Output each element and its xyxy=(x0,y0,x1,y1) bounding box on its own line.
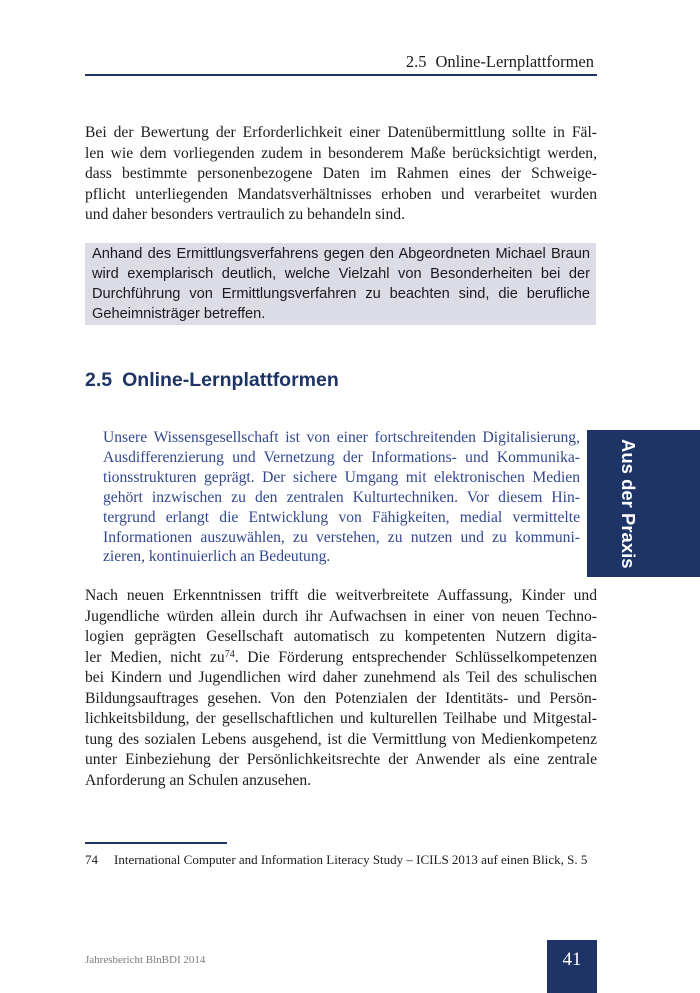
quote-paragraph-line: Unsere Wissensgesellschaft ist von einer fortschreitenden Digitalisierung, xyxy=(103,429,580,446)
body-paragraph-line: lichkeitsbildung, der gesellschaftlichen und kulturellen Teilhabe und Mitgestal- xyxy=(85,710,597,728)
footer-publication-title: Jahresbericht BlnBDI 2014 xyxy=(85,954,206,966)
body-paragraph-line: Jugendliche würden allein durch ihr Aufwachsen in einer von neuen Techno- xyxy=(85,607,597,625)
intro-paragraph-line: Bei der Bewertung der Erforderlichkeit einer Datenübermittlung sollte in Fäl- xyxy=(85,124,597,141)
body-paragraph-line: Bildungsauftrages gesehen. Von den Potenzialen der Identitäts- und Persön- xyxy=(85,689,597,707)
section-heading-number: 2.5 xyxy=(85,369,113,391)
header-rule xyxy=(85,74,597,76)
intro-paragraph-line: und daher besonders vertraulich zu behandeln sind. xyxy=(85,206,405,223)
body-paragraph-line: unter Einbeziehung der Persönlichkeitsrechte der Anwender als eine zentrale xyxy=(85,751,597,769)
highlight-box-line: Geheimnisträger betreffen. xyxy=(92,306,266,322)
quote-paragraph-line: tergrund erlangt die Entwicklung von Fähigkeiten, medial vermittelte xyxy=(103,508,580,526)
section-side-tab xyxy=(587,430,700,577)
footnote-number: 74 xyxy=(85,852,98,867)
section-heading-title: Online-Lernplattformen xyxy=(122,369,339,391)
body-paragraph-line: tung des sozialen Lebens ausgehend, ist die Vermittlung von Medienkompetenz xyxy=(85,730,597,748)
intro-paragraph-line: len wie dem vorliegenden zudem in besonderem Maße berücksichtigt werden, xyxy=(85,144,597,162)
footnote-rule xyxy=(85,842,227,844)
highlight-box-line: Anhand des Ermittlungsverfahrens gegen den Abgeordneten Michael Braun xyxy=(92,246,590,262)
highlight-box-line: Durchführung von Ermittlungsverfahren zu beachten sind, die berufliche xyxy=(92,286,590,302)
body-paragraph-line: Nach neuen Erkenntnissen trifft die weitverbreitete Auffassung, Kinder und xyxy=(85,587,597,604)
body-paragraph xyxy=(85,586,597,791)
quote-paragraph-line: Ausdifferenzierung und Vernetzung der Informations- und Kommunika- xyxy=(103,448,580,466)
body-line-text: . Die Förderung entsprechender Schlüsselkompetenzen xyxy=(234,648,597,666)
body-paragraph-line: logien geprägten Gesellschaft automatisch zu kompetenten Nutzern digita- xyxy=(85,628,597,646)
body-paragraph-line: Anforderung an Schulen anzusehen. xyxy=(85,771,312,789)
intro-paragraph xyxy=(85,123,597,226)
section-heading xyxy=(85,368,339,392)
body-line-text: ler Medien, nicht zu xyxy=(85,648,225,666)
highlight-box-line: wird exemplarisch deutlich, welche Vielzahl von Besonderheiten bei der xyxy=(92,266,590,282)
intro-paragraph-line: pflicht unterliegenden Mandatsverhältnisses erhoben und verarbeitet wurden xyxy=(85,185,597,203)
running-header-section-title: Online-Lernplattformen xyxy=(435,52,594,71)
intro-paragraph-line: dass bestimmte personenbezogene Daten im Rahmen eines der Schweige- xyxy=(85,165,597,182)
summary-highlight-box xyxy=(85,243,596,325)
running-header-section-number: 2.5 xyxy=(405,52,427,71)
quote-paragraph-line: Informationen auszuwählen, zu verstehen, zu nutzen und zu kommuni- xyxy=(103,528,580,546)
footnote xyxy=(85,851,587,869)
body-paragraph-line xyxy=(85,648,597,669)
body-paragraph-line: bei Kindern und Jugendlichen wird daher zunehmend als Teil des schulischen xyxy=(85,669,597,687)
page-number: 41 xyxy=(562,949,582,970)
quote-paragraph-line: zieren, kontinuierlich an Bedeutung. xyxy=(103,548,331,566)
page-number-box xyxy=(547,940,597,993)
quote-paragraph-line: gehört inzwischen zu den zentralen Kulturtechniken. Vor diesem Hin- xyxy=(103,488,580,506)
lead-quote-paragraph xyxy=(103,428,580,567)
footnote-reference: 74 xyxy=(224,648,235,660)
footnote-text: International Computer and Information Literacy Study – ICILS 2013 auf einen Blick, S. 5 xyxy=(114,852,588,867)
side-tab-label: Aus der Praxis xyxy=(618,439,639,569)
quote-paragraph-line: tionsstrukturen geprägt. Der sichere Umgang mit elektronischen Medien xyxy=(103,468,580,486)
running-header xyxy=(406,52,594,72)
